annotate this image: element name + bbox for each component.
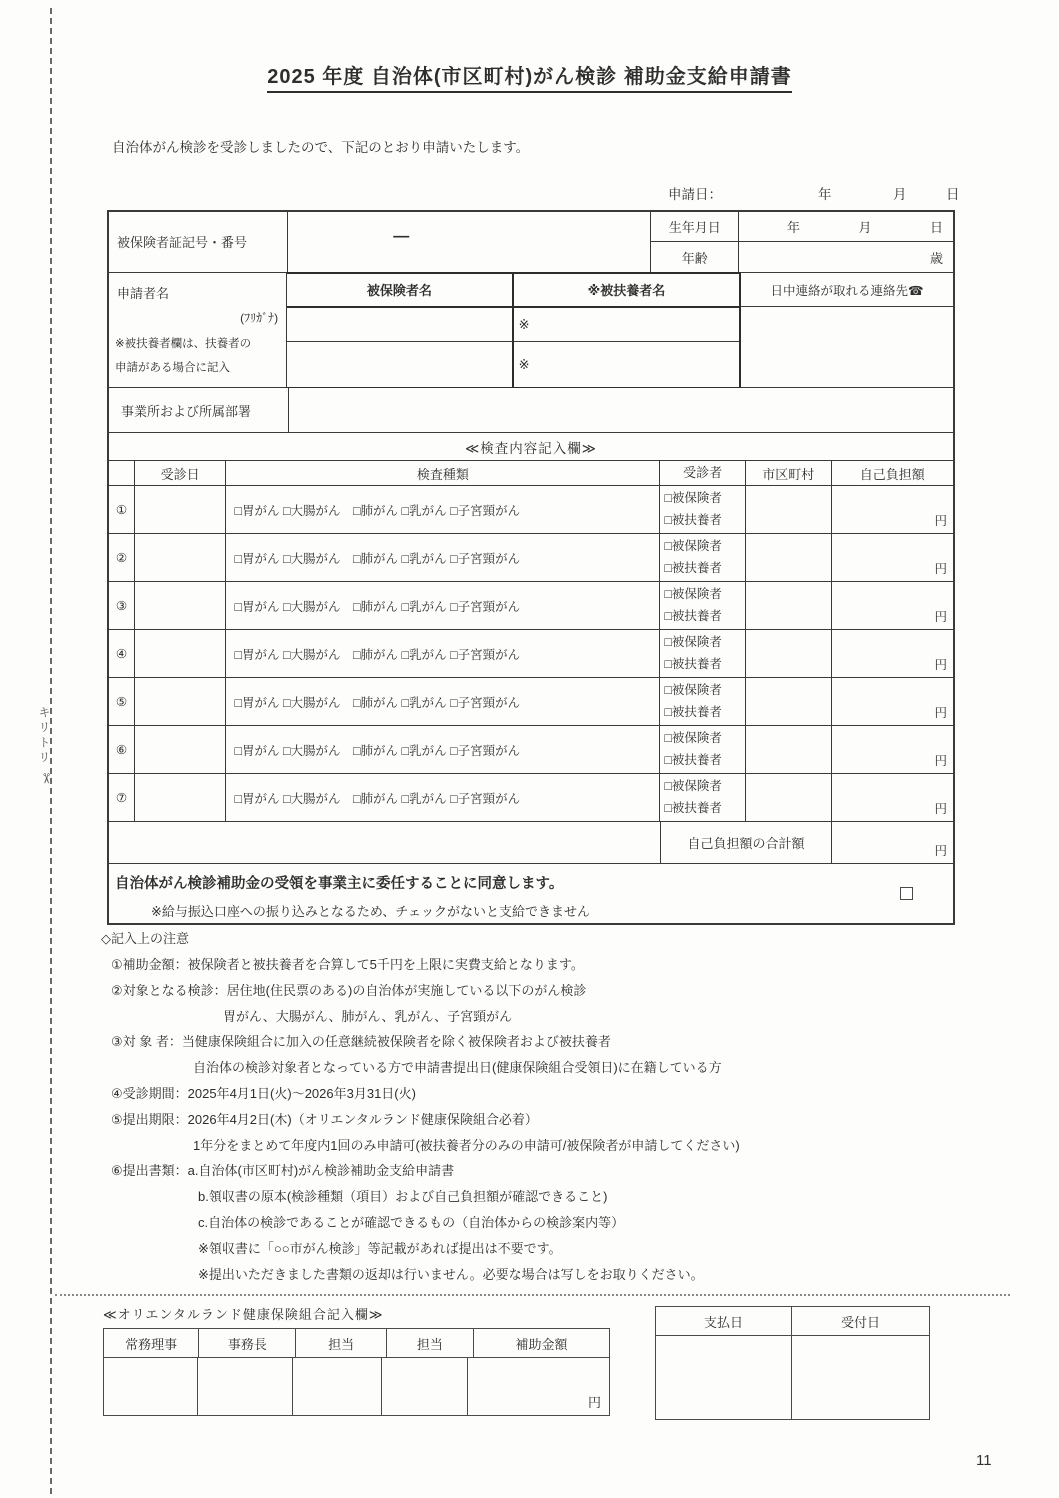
consent-note: ※給与振込口座への振り込みとなるため、チェックがないと支給できません bbox=[151, 904, 590, 919]
yen-unit: 円 bbox=[934, 514, 948, 528]
furigana-label: (ﾌﾘｶﾞﾅ) bbox=[240, 311, 279, 325]
dependent-mark: ※ bbox=[518, 316, 530, 332]
row-number: ① bbox=[109, 486, 135, 533]
exam-row bbox=[109, 725, 953, 773]
birth-year-unit: 年 bbox=[787, 220, 801, 235]
dependent-name-header: ※被扶養者名 bbox=[514, 274, 740, 308]
consent-statement: 自治体がん検診補助金の受領を事業主に委任することに同意します。 bbox=[115, 876, 564, 892]
municipality-cell bbox=[746, 534, 832, 581]
note-line: ①補助金額：被保険者と被扶養者を合算して5千円を上限に実費支給となります。 bbox=[111, 957, 584, 972]
yen-unit: 円 bbox=[934, 802, 948, 816]
row-number-header bbox=[109, 461, 135, 485]
municipality-cell bbox=[746, 486, 832, 533]
exam-type-options: □胃がん □大腸がん □肺がん □乳がん □子宮頸がん bbox=[226, 582, 660, 629]
application-date-label: 申請日： bbox=[668, 187, 722, 202]
note-line: ※提出いただきました書類の返却は行いません。必要な場合は写しをお取りください。 bbox=[198, 1266, 704, 1282]
attendee-option-insured: □被保険者 bbox=[664, 539, 722, 554]
attendee-cell bbox=[660, 486, 746, 533]
attendee-option-dependent: □被扶養者 bbox=[664, 800, 722, 815]
page-number: 11 bbox=[976, 1452, 992, 1469]
copay-cell bbox=[832, 774, 953, 821]
attendee-header: 受診者 bbox=[660, 461, 746, 485]
row-number: ⑦ bbox=[109, 774, 135, 821]
age-value-cell bbox=[739, 242, 953, 272]
applicant-label-cell bbox=[109, 273, 287, 387]
attendee-option-insured: □被保険者 bbox=[664, 587, 722, 602]
dotted-separator bbox=[55, 1294, 1010, 1296]
attendee-option-dependent: □被扶養者 bbox=[664, 752, 722, 767]
note-line: ⑤提出期限：2026年4月2日(木)（オリエンタルランド健康保険組合必着） bbox=[111, 1111, 538, 1127]
office-label: 事業所および所属部署 bbox=[109, 388, 289, 432]
exam-type-options: □胃がん □大腸がん □肺がん □乳がん □子宮頸がん bbox=[226, 726, 660, 773]
row-number: ④ bbox=[109, 630, 135, 677]
attendee-option-dependent: □被扶養者 bbox=[664, 560, 722, 575]
municipality-cell bbox=[746, 630, 832, 677]
consent-checkbox[interactable] bbox=[900, 887, 913, 900]
attendee-option-insured: □被保険者 bbox=[664, 779, 722, 794]
yen-unit: 円 bbox=[934, 754, 948, 768]
row-number: ③ bbox=[109, 582, 135, 629]
insured-card-label: 被保険者証記号・番号 bbox=[109, 212, 288, 272]
exam-date-cell bbox=[135, 726, 227, 773]
cut-mark bbox=[36, 706, 53, 789]
exam-row bbox=[109, 629, 953, 677]
names-inner-table bbox=[286, 272, 741, 388]
total-row bbox=[109, 821, 953, 863]
yen-unit: 円 bbox=[934, 706, 948, 720]
office-use-header: 補助金額 bbox=[515, 1336, 568, 1352]
insured-card-row bbox=[109, 212, 953, 272]
copay-cell bbox=[832, 678, 953, 725]
yen-unit: 円 bbox=[934, 562, 948, 576]
birth-month-unit: 月 bbox=[858, 220, 872, 235]
applicant-note-line2: 申請がある場合に記入 bbox=[115, 362, 230, 374]
birthdate-value-cell bbox=[739, 212, 953, 242]
cut-mark-label: キリトリ bbox=[37, 706, 51, 766]
office-use-header: 事務長 bbox=[199, 1329, 296, 1357]
application-date-month-unit: 月 bbox=[893, 187, 907, 202]
exam-type-options: □胃がん □大腸がん □肺がん □乳がん □子宮頸がん bbox=[226, 630, 660, 677]
dependent-mark: ※ bbox=[518, 356, 530, 372]
application-form-table bbox=[107, 210, 955, 925]
note-line: ②対象となる検診：居住地(住民票のある)の自治体が実施している以下のがん検診 bbox=[111, 982, 587, 998]
receipt-table bbox=[655, 1306, 930, 1420]
intro-text: 自治体がん検診を受診しましたので、下記のとおり申請いたします。 bbox=[112, 140, 530, 155]
attendee-option-insured: □被保険者 bbox=[664, 683, 722, 698]
exam-date-cell bbox=[135, 774, 227, 821]
attendee-option-dependent: □被扶養者 bbox=[664, 656, 722, 671]
exam-type-options: □胃がん □大腸がん □肺がん □乳がん □子宮頸がん bbox=[226, 678, 660, 725]
municipality-cell bbox=[746, 726, 832, 773]
pay-date-cell bbox=[656, 1336, 792, 1419]
yen-unit: 円 bbox=[587, 1395, 601, 1410]
copay-cell bbox=[832, 726, 953, 773]
note-line: ※領収書に「○○市がん検診」等記載があれば提出は不要です。 bbox=[198, 1240, 562, 1256]
notes-heading: ◇記入上の注意 bbox=[101, 931, 189, 946]
row-number: ② bbox=[109, 534, 135, 581]
exam-date-cell bbox=[135, 534, 227, 581]
insured-name-header: 被保険者名 bbox=[287, 274, 514, 308]
copay-cell bbox=[832, 486, 953, 533]
exam-row bbox=[109, 533, 953, 581]
contact-input-cell bbox=[741, 307, 953, 387]
exam-rows bbox=[109, 485, 953, 821]
attendee-option-dependent: □被扶養者 bbox=[664, 512, 722, 527]
note-line: 胃がん、大腸がん、肺がん、乳がん、子宮頸がん bbox=[223, 1008, 513, 1024]
office-use-amount-cell bbox=[468, 1358, 609, 1415]
yen-unit: 円 bbox=[934, 844, 947, 858]
attendee-option-insured: □被保険者 bbox=[664, 491, 722, 506]
office-use-stamp-cell bbox=[382, 1358, 468, 1415]
receive-date-header: 受付日 bbox=[840, 1314, 880, 1330]
insured-name-input-cell bbox=[287, 342, 514, 387]
birth-day-unit: 日 bbox=[929, 220, 943, 235]
exam-type-options: □胃がん □大腸がん □肺がん □乳がん □子宮頸がん bbox=[226, 534, 660, 581]
exam-date-cell bbox=[135, 582, 227, 629]
row-number: ⑥ bbox=[109, 726, 135, 773]
attendee-cell bbox=[660, 630, 746, 677]
consent-row bbox=[109, 863, 953, 923]
exam-date-cell bbox=[135, 486, 227, 533]
exam-type-header: 検査種類 bbox=[226, 461, 660, 485]
exam-type-options: □胃がん □大腸がん □肺がん □乳がん □子宮頸がん bbox=[226, 486, 660, 533]
insured-name-input-cell bbox=[287, 308, 514, 343]
municipality-header: 市区町村 bbox=[746, 461, 832, 485]
receive-date-cell bbox=[792, 1336, 929, 1419]
total-row-spacer bbox=[109, 822, 660, 863]
note-line: 自治体の検診対象者となっている方で申請書提出日(健康保険組合受領日)に在籍している方 bbox=[193, 1060, 722, 1076]
application-date-day-unit: 日 bbox=[946, 187, 960, 202]
age-unit: 歳 bbox=[929, 250, 943, 266]
applicant-label: 申請者名 bbox=[117, 286, 170, 301]
contact-column bbox=[741, 273, 953, 387]
birthdate-age-values bbox=[739, 212, 953, 272]
office-use-stamp-cell bbox=[293, 1358, 382, 1415]
scissors-icon: ✂ bbox=[34, 771, 54, 788]
exam-type-options: □胃がん □大腸がん □肺がん □乳がん □子宮頸がん bbox=[226, 774, 660, 821]
exam-date-cell bbox=[135, 678, 227, 725]
municipality-cell bbox=[746, 582, 832, 629]
note-line: ⑥提出書類：a.自治体(市区町村)がん検診補助金支給申請書 bbox=[111, 1163, 455, 1179]
exam-table-header bbox=[109, 460, 953, 485]
birthdate-age-labels bbox=[651, 212, 739, 272]
exam-row bbox=[109, 773, 953, 821]
attendee-cell bbox=[660, 582, 746, 629]
exam-row bbox=[109, 677, 953, 725]
application-date-year-unit: 年 bbox=[818, 187, 832, 202]
copay-header: 自己負担額 bbox=[859, 466, 925, 482]
attendee-cell bbox=[660, 534, 746, 581]
form-title: 2025 年度 自治体(市区町村)がん検診 補助金支給申請書 bbox=[267, 66, 791, 93]
exam-row bbox=[109, 485, 953, 533]
birthdate-label: 生年月日 bbox=[651, 212, 738, 242]
dependent-name-input-cell bbox=[514, 342, 740, 387]
office-input-cell bbox=[289, 388, 953, 432]
yen-unit: 円 bbox=[934, 610, 948, 624]
yen-unit: 円 bbox=[934, 658, 948, 672]
exam-section-banner: ≪検査内容記入欄≫ bbox=[109, 432, 953, 460]
copay-cell bbox=[832, 534, 953, 581]
office-use-header: 担当 bbox=[296, 1329, 386, 1357]
attendee-option-insured: □被保険者 bbox=[664, 635, 722, 650]
attendee-option-insured: □被保険者 bbox=[664, 731, 722, 746]
note-line: ③対 象 者：当健康保険組合に加入の任意継続被保険者を除く被保険者および被扶養者 bbox=[111, 1034, 611, 1050]
note-line: c.自治体の検診であることが確認できるもの（自治体からの検診案内等） bbox=[198, 1214, 625, 1230]
note-line: 1年分をまとめて年度内1回のみ申請可(被扶養者分のみの申請可/被保険者が申請してください) bbox=[193, 1137, 740, 1153]
attendee-option-dependent: □被扶養者 bbox=[664, 704, 722, 719]
exam-row bbox=[109, 581, 953, 629]
applicant-note-line1: ※被扶養者欄は、扶養者の bbox=[115, 338, 252, 350]
copay-cell bbox=[832, 582, 953, 629]
office-use-stamp-cell bbox=[104, 1358, 198, 1415]
notes-section bbox=[101, 928, 1011, 1289]
municipality-cell bbox=[746, 774, 832, 821]
office-use-table bbox=[103, 1328, 610, 1416]
applicant-row bbox=[109, 272, 953, 387]
attendee-cell bbox=[660, 678, 746, 725]
office-use-title: ≪オリエンタルランド健康保険組合記入欄≫ bbox=[103, 1307, 384, 1322]
total-amount-cell bbox=[832, 822, 953, 863]
office-row bbox=[109, 387, 953, 432]
pay-date-header: 支払日 bbox=[656, 1307, 792, 1335]
exam-date-cell bbox=[135, 630, 227, 677]
attendee-option-dependent: □被扶養者 bbox=[664, 608, 722, 623]
exam-date-header: 受診日 bbox=[135, 461, 227, 485]
note-line: b.領収書の原本(検診種類（項目）および自己負担額が確認できること) bbox=[198, 1189, 608, 1205]
copay-cell bbox=[832, 630, 953, 677]
insured-card-value: — bbox=[393, 228, 410, 245]
attendee-cell bbox=[660, 774, 746, 821]
municipality-cell bbox=[746, 678, 832, 725]
row-number: ⑤ bbox=[109, 678, 135, 725]
contact-header: 日中連絡が取れる連絡先☎ bbox=[741, 273, 953, 307]
attendee-cell bbox=[660, 726, 746, 773]
age-label: 年齢 bbox=[681, 250, 708, 266]
office-use-header: 担当 bbox=[387, 1329, 474, 1357]
total-label: 自己負担額の合計額 bbox=[660, 822, 831, 863]
insured-card-value-cell bbox=[288, 212, 651, 272]
office-use-header: 常務理事 bbox=[104, 1329, 199, 1357]
office-use-stamp-cell bbox=[198, 1358, 294, 1415]
note-line: ④受診期間：2025年4月1日(火)～2026年3月31日(火) bbox=[111, 1085, 416, 1101]
dependent-name-input-cell bbox=[514, 308, 740, 343]
